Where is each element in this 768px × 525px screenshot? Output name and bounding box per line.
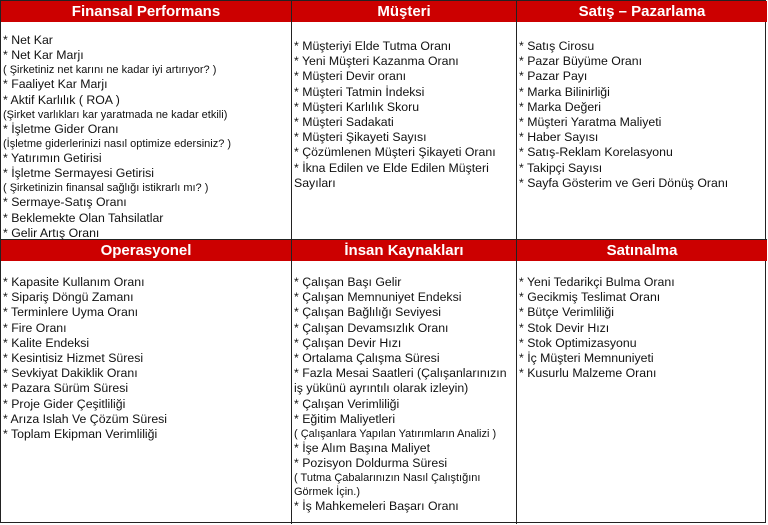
list-item: * Müşteri Şikayeti Sayısı [294, 130, 427, 145]
list-item-note: ( Şirketiniz net karını ne kadar iyi artırıyor? ) [3, 64, 217, 77]
list-item: * İşletme Sermayesi Getirisi [3, 166, 155, 181]
list-item: * Pazar Büyüme Oranı [519, 54, 643, 69]
list-item: * Çalışan Memnuniyet Endeksi [294, 290, 462, 305]
list-item: * Sevkiyat Dakiklik Oranı [3, 366, 138, 381]
list-item: * Çalışan Verimliliği [294, 396, 400, 411]
list-item: * İç Müşteri Memnuniyeti [519, 351, 654, 366]
insan-kaynaklari-list [292, 261, 517, 524]
list-item: * Çalışan Bağlılığı Seviyesi [294, 305, 441, 320]
list-item: * Sipariş Döngü Zamanı [3, 290, 134, 305]
list-item: * Fazla Mesai Saatleri (Çalışanlarınızın iş yükünü ayrıntılı olarak izleyin) [294, 366, 507, 396]
finansal-performans-header: Finansal Performans [1, 1, 292, 22]
list-item: * Çalışan Başı Gelir [294, 275, 402, 289]
list-item: * Müşteri Devir oranı [294, 69, 407, 84]
list-item: * Terminlere Uyma Oranı [3, 305, 139, 320]
list-item-note: (İşletme giderlerinizi nasıl optimize edersiniz? ) [3, 138, 232, 151]
list-item: * Pozisyon Doldurma Süresi [294, 456, 448, 471]
satis-pazarlama-list [517, 22, 767, 240]
satinalma-header: Satınalma [517, 240, 767, 261]
list-item-note: ( Çalışanlara Yapılan Yatırımların Analizi ) [294, 428, 497, 441]
list-item: * Takipçi Sayısı [519, 160, 603, 175]
list-item: * Kesintisiz Hizmet Süresi [3, 351, 144, 366]
list-item: * Gecikmiş Teslimat Oranı [519, 290, 661, 305]
musteri-list [292, 22, 517, 240]
list-item: * Bütçe Verimliliği [519, 305, 614, 320]
list-item: * Müşteri Yaratma Maliyeti [519, 115, 662, 130]
list-item-note: (Şirket varlıkları kar yaratmada ne kadar etkili) [3, 108, 228, 121]
list-item: * Marka Değeri [519, 99, 602, 114]
list-item: * Toplam Ekipman Verimliliği [3, 427, 158, 442]
list-item: * Satış-Reklam Korelasyonu [519, 145, 673, 160]
list-item: * Müşteriyi Elde Tutma Oranı [294, 39, 452, 53]
list-item: * Müşteri Sadakati [294, 115, 394, 130]
list-item: * Çalışan Devir Hızı [294, 335, 402, 350]
list-item: * Gelir Artış Oranı [3, 225, 100, 240]
satis-pazarlama-header: Satış – Pazarlama [517, 1, 767, 22]
list-item: * Haber Sayısı [519, 130, 599, 145]
finansal-performans-list [1, 22, 292, 240]
musteri-header: Müşteri [292, 1, 517, 22]
list-item: * İşe Alım Başına Maliyet [294, 441, 431, 456]
list-item: * İkna Edilen ve Elde Edilen Müşteri Sayıları [294, 160, 489, 190]
list-item: * Pazara Sürüm Süresi [3, 381, 129, 396]
satinalma-list [517, 261, 767, 524]
list-item: * Sayfa Gösterim ve Geri Dönüş Oranı [519, 175, 729, 190]
list-item: * Fire Oranı [3, 320, 67, 335]
operasyonel-header: Operasyonel [1, 240, 292, 261]
list-item: * Müşteri Tatmin İndeksi [294, 84, 425, 99]
list-item: * Net Kar Marjı [3, 48, 84, 63]
list-item: * Sermaye-Satış Oranı [3, 195, 127, 210]
list-item: * Kalite Endeksi [3, 335, 90, 350]
list-item: * İş Mahkemeleri Başarı Oranı [294, 499, 459, 514]
list-item: * Arıza Islah Ve Çözüm Süresi [3, 411, 168, 426]
list-item: * Eğitim Maliyetleri [294, 411, 396, 426]
list-item: * Kapasite Kullanım Oranı [3, 275, 145, 289]
list-item: * Ortalama Çalışma Süresi [294, 351, 440, 366]
insan-kaynaklari-header: İnsan Kaynakları [292, 240, 517, 261]
list-item: * Pazar Payı [519, 69, 588, 84]
list-item: * Proje Gider Çeşitliliği [3, 396, 126, 411]
list-item-note: ( Tutma Çabalarınızın Nasıl Çalıştığını Görmek İçin.) [294, 472, 481, 499]
list-item: * Satış Cirosu [519, 39, 595, 53]
list-item: * Aktif Karlılık ( ROA ) [3, 92, 120, 107]
list-item: * Beklemekte Olan Tahsilatlar [3, 210, 164, 225]
list-item: * Yeni Tedarikçi Bulma Oranı [519, 275, 675, 289]
list-item-note: ( Şirketinizin finansal sağlığı istikrarlı mı? ) [3, 182, 209, 195]
list-item: * Stok Devir Hızı [519, 320, 610, 335]
list-item: * Çözümlenen Müşteri Şikayeti Oranı [294, 145, 496, 160]
list-item: * Kusurlu Malzeme Oranı [519, 366, 657, 381]
operasyonel-list [1, 261, 292, 524]
list-item: * Çalışan Devamsızlık Oranı [294, 320, 449, 335]
list-item: * Stok Optimizasyonu [519, 335, 637, 350]
list-item: * Net Kar [3, 33, 53, 47]
list-item: * Yeni Müşteri Kazanma Oranı [294, 54, 459, 69]
list-item: * Müşteri Karlılık Skoru [294, 99, 420, 114]
list-item: * Yatırımın Getirisi [3, 151, 102, 166]
list-item: * Faaliyet Kar Marjı [3, 77, 108, 92]
list-item: * Marka Bilinirliği [519, 84, 610, 99]
list-item: * İşletme Gider Oranı [3, 121, 119, 136]
